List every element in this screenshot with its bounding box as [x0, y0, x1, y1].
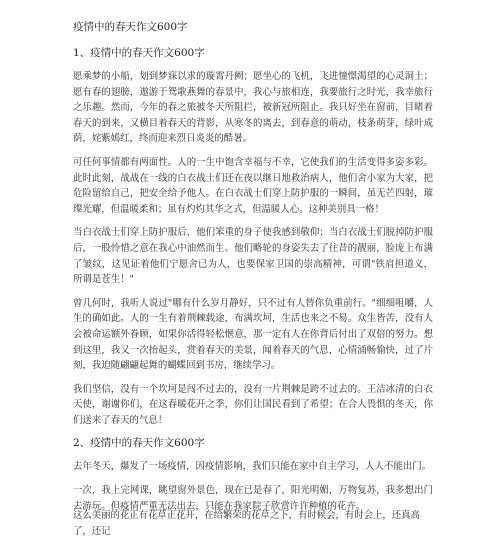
paragraph: 曾几何时，我听人说过"哪有什么岁月静好，只不过有人替你负重前行。"细细咀嚼，人生的确如此。人的一生有着荆棘载途，布满坎坷，生活也来之不易。众生皆苦，没有人会被命运额外眷顾，如果你活得轻松惬意，那一定有人在你背后付出了双倍的努力。想到这里，我又一次抬起头，赏着春天的美景，闻着春天的气息，心情涌畅愉快，过了片刻，我迫随翩翩起舞的蝴蝶回到书房，继续学习。 [73, 297, 433, 372]
paragraph: 我们坚信，没有一个坎坷是闯不过去的，没有一片荆棘是跨不过去的。王洁冰清的白衣天使，谢谢你们，在这春暖花开之季，你们让国民看到了希望；在合人畏惧的冬天，你们送来了春天的气息！ [73, 383, 433, 426]
paragraph: 可任何事情都有两面性。人的一生中饱含幸福与不幸，它使我们的生活变得多姿多彩。此时此刻，战战在一线的白衣战士们还在夜以继日地救治病人，他们舍小家为大家，把危险留给自己，把安全给予他人。在白衣战士们穿上防护服的一瞬间，虽无芒四射，璀璨光耀，但温暖柔和；虽有灼灼其华之式，但温暖人心。这种美别具一格！ [73, 156, 433, 215]
paragraph: 去年冬天，爆发了一场疫情，因疫情影响，我们只能在家中自主学习，人人不能出门。 [73, 461, 432, 473]
cut-off-text-line: 这么美丽的花正有花草正花开，在给繁荣的花草之下，有时候会，有时会上，还真高了，还记 [73, 510, 420, 537]
section-heading-1: 1、疫情中的春天作文600字 [73, 47, 205, 59]
section-heading-2: 2、疫情中的春天作文600字 [73, 437, 205, 450]
paragraph: 愿乘梦的小船，划到梦寐以求的璇霄丹阙；愿坐心的飞机，飞进憧憬渴望的心灵洞土；愿有春的翅膀，遨游于鸳歌燕舞的春景中，我心与旅相连，我要旅行之时光，我幸旅行之乐趣。然而，今年的春之旅被冬天所阻拦，被新冠所阻止。我只好坐在窗前，目睹着春天的到来，又横目着春天的背影，从寒冬的离去，到春意的萌动，枝条萌芽，绿叶成荫，姹紫嫣红，终而迎来烈日炎炎的酷暑。 [73, 71, 433, 145]
paragraph: 一次，我上完网课，眺望窗外景色，现在已是春了，阳光明媚，万物复苏，我多想出门去游玩。但疫情严重无法出去，只能在我家院子欣赏许许种植的花卉。 [73, 485, 433, 512]
document-title: 疫情中的春天作文600字 [73, 21, 188, 33]
paragraph: 当白衣战士们穿上防护服后，他们笨重的身子使我感到敬仰；当白衣战士们脱掉防护服后，一股怜惜之意在我心中油然而生。他们略轮的身姿失去了往昔的靓丽，脸庞上布满了皱纹，这见证着他们宁愿舍已为人，也要保家卫国的崇高精神，可谓"铁肩担道义，所谓是苍生！" [73, 227, 433, 286]
